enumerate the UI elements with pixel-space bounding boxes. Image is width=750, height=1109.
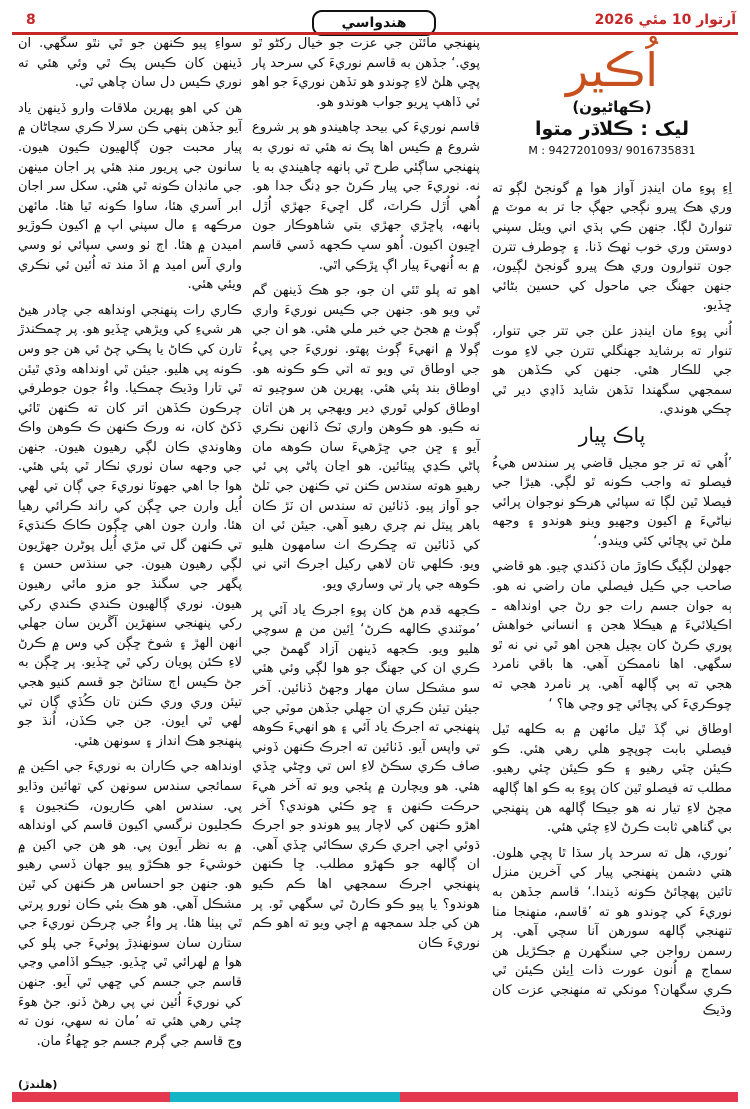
footer-segment [170,1092,400,1102]
continued-label: (هلندڙ) [18,1078,58,1091]
paragraph: اوطاق ني ڳڏ ٿيل مائهن ۾ به ڪلهه ٿيل فيصلي بابت چوپڇو هلي رهي هئي. ڪو ڪيئن چئي رهيو ۽ ڪو ڪيئن چئي رهيو. مطلب ته فيصلو ٿين کان پوءِ به ڪو اها ڳالهه مڃڻ لاءِ تيار نه هو جيڪا ڳالهه هن پنهنجي بي گناهي ثابت ڪرڻ لاءِ چئي هئي. [492,722,732,836]
column-right [492,38,732,1026]
paragraph: سواءِ پيو ڪنهن جو ٿي نٿو سگهي. ان ڏينهن کان ڪيس پڪ ٿي وئي هئي ته نوري ڪيس دل سان چاهي ٿي. [18,36,242,91]
paragraph: قاسم نوريءَ کي بيحد چاهيندو هو پر شروع شروع ۾ ڪيس اها پڪ نه هئي ته نوري به پنهنجي ساڳئي طرح ٿي ٻانهه چاهيندي به يا نه. نوريءَ جي پيار ڪرڻ جو ڍنگ جدا هو. اُهي اُڙل ڪراٽ، گل اڇيءَ جهڙي اُڙل ٻانهه، پاڇڙي جهڙي بتي شاهوڪار جون اڇيون اکيون. اُهو سڀ ڪجهه ڏسي قاسم ۾ به اُنهيءَ پيار اڳ ڀڙڪي اٿي. [252,120,480,273]
footer-bar [12,1092,738,1102]
paragraph: هن کي اهو پهرين ملاقات وارو ڏينهن ياد آيو جڏهن ٻنهي ڪن سرلا ڪري سڃاڻان ۾ پيار محبت جون ڳالهيون ڪيون هيون. سانون جي پريور منڊ هئي پر اجان مينهن جي مانڊان ڪونه ٿي هئي. سکل سر اجان ابر اَسري هئا، ساوا ڪونه ٿيا هئا. مائهن مرڪهه ۽ مال سپني اپ ۾ اکيون ڪوڙيو اميدن ۾ هئا. اڄ ٺو وسي سپائي ٺو وسي واري آس اميد ۾ اڏ مند ته اُئين ئي نڪري ويئي هئي. [18,100,242,293]
paragraph: اُني پوءِ مان اينڊز علن جي تتر جي تنوار، تنوار ته برشايد جهنگلي تترن جي لاءِ موت جي للڪار هئي. جنهن کي ڪڏهن هو سمجهي سگهندا تڏهن شايد ڏاڍي دير ٿي چڪي هوندي. [492,323,732,418]
paragraph: پنهنجي مائٽن جي عزت جو خيال رکڻو ٿو پوي.‘ جڏهن به قاسم نوريءَ کي سرحد پار پڇي هلڻ لاءِ چوندو هو تڏهن نوريءَ جو اهو ئي ڏاهپ ڀريو جواب هوندو هو. [252,36,480,110]
paragraph: اونداهه جي ڪاران به نوريءَ جي اڪين ۾ سمائجي سندس سونهن کي تهائين وڌايو پي. سندس اهي ڪاريون، ڪنجيون ۽ ڪجليون نرگسي اکيون قاسم کي اونداهه ۾ به نظر آيون پي. هو هن جي اکين ۾ خوشيءَ جو هڪڙو پيو جهان ڏسي رهيو هو. جنهن جو احساس هر ڪنهن کي ٿين مشڪل آهي. هو هڪ بئي ڪان ٺورو پرتي ٿي ٻيٺا هئا. پر واءُ جي چرڪن نوريءَ جي ستارن سان سونهنڊڙ پوئيءَ جي پلو کي هوا ۾ لهرائي ٿي ڇڏيو. جيڪو اڏامي وڃي قاسم جي جسم کي ڇهي ٿي آيو. جنهن کي نوريءَ اُئين ني پي رهڻ ڏنو. جڻ هوءَ چئي رهي هئي ته ’مان نه سهي، نون ته وڃ قاسم جي ڳرم جسم جو ڇهاءُ مان. [18,759,242,1049]
paragraph: ڪاري رات پنهنجي اونداهه جي چادر هيڻ هر شيءِ کي ويڙهي ڇڏيو هو. پر چمڪندڙ تارن کي ڪاڻ يا پڪي چڻ ئي هن جو وس ڪونه پي هليو. جيئن ٿي اونداهه وڌي ٿيئن ٿي تارا وڌيڪ چمڪيا. واءُ جون جوطرفي چرڪون ڪڏهن اتر کان ته ڪنهن ٿائي ڏکڻ کان، نه ورڪ ڪنهن ڪ ڪوهن واڪ وهاوندي ڪان لڳي رهيون هيون. جنهن جي وجهه سان ٺوري ٺڪار ٿي پئي هئي. هوا جا اهي جهوٽا نوريءَ جي ڳان تي لهي اُيل وارن جي ڇڳن کي راند ڪرائي رهيا هئا. وارن جون اهي ڇڳون ڪاڪ ڪنڌيءَ تي ڪنهن گل تي مڙي اُيل پوڻرن جهڙيون لڳي رهيون هيون. جي سنڌس حسن ۽ پگهر جي سگنڌ جو مزو مائي رهيون هيون. نوري ڳالهيون ڪندي ڪندي رکي رکي پنهنجي سنهڙين آڱرين سان جهلي انهن الهڙ ۽ شوخ ڇڳن کي وس ۾ ڪرڻ لاءِ ڪئن پويان رکي ٿي ڇڏيو. پر ڇڳن به جڻ ڪيس اڄ ستائڻ جو قسم کنيو هجي تيئن وري وري ڪنن تان ڪُڏي ڳان تي لهي ٿي ايون. جن جي ڪڏن، اُنڌ جو پنهنجو هڪ انداز ۽ سونهن هئي. [18,302,242,749]
newspaper-masthead: هندواسي [312,10,436,36]
paragraph: ڪجهه قدم هڻ کان پوءِ اجرڪ ياد آئي پر ’موٽندي ڪالهه ڪرڻ‘ اِئين من ۾ سوچي هليو ويو. ڪجهه ڏينهن آزاد گهمڻ جي ڪري ان کي جهنگ جو هوا لڳي وئي هئي سو مشڪل سان مهار وجهڻ ڏنائين. آخر جيئن تيئن ڪري ان جهلي جڏهن موٽي جي پنهنجي ته اجرڪ ياد آئي ۽ هو انهيءَ ڪوهه تي واپس آيو. ڏٺائين ته اجرڪ ڪنهن ڏوني صاف ڪري سڪڻ لاءِ اس تي وڇڻي ڇڏي هئي. هو ويچارن ۾ پئجي ويو ته آخر هيءَ حرڪت ڪنهن ۽ ڇو ڪئي هوندي؟ آخر اهڙو ڪنهن کي لاچار پيو هوندو جو اجرڪ ڌوئي اچي اجري ڪري سڪائي ڇڏي آهي. ان ڳالهه جو ڪهڙو مطلب. ڇا ڪنهن پنهنجي اجرڪ سمجهي اها ڪم ڪيو هوندو؟ يا پيو ڪو ڪارڻ ٿي سگهي ٿو. پر هن کي جلد سمجهه ۾ اچي ويو ته اهو ڪم نوريءَ ڪان [252,602,480,951]
story-title: اُڪير [566,43,658,97]
author-phone: M : 9427201093/ 9016735831 [528,144,696,158]
paragraph: اِءِ پوءِ مان اينڊز آواز هوا ۾ گونجڻ لڳو ته وري هڪ پيرو نڳجي جهڳ جا تر به موٽ ۾ تنوارڻ لڳا. جنهن ڪي ٻڌي اني ويئل سپني دوستن وري خوب ٺهڪ ڏنا. ۽ چوطرف تترن جون تنوارون وري هڪ پيرو گونجڻ لڳيون، جنهن جهنگ جي ماحول کي حسين بڻائي ڇڏيو. [492,180,732,314]
section-heading: پاڪ پيار [578,422,646,447]
page-number: 8 [26,12,36,28]
column-middle [252,34,480,959]
column-left [18,34,242,1057]
paragraph: جهولن لڳيگ ڪاوڙ مان ڏکندي چيو. هو قاضي صاحب جي ڪيل فيصلي مان راضي نه هو. ٻه جوان جسم رات جو رڻ جي اونداهه ـ اڪيلائيءَ ۾ هيڪلا هجن ۽ انساني خواهش پوري ڪرڻ کان بچيل هجن اهو ٿي ني نه ٿو سگهي. اها ناممڪن آهي. ها باقي نامرد هجي ته ٻي ڳالهه آهي. پر نامرد هجي ته چوڪريءَ کي پڇائي ڇو وڃي ها؟ ‘ [492,559,732,712]
paragraph: ’اُهي ته تر جو مجيل قاضي پر سندس هيءُ فيصلو ته واجب ڪونه ٿو لڳي. هيڙا جي فيصلا ٿين لڳا ته سپائي هرڪو نوجوان پرائي نياڻيءَ ۾ اکيون وجهيو وينو هوندو ۽ وجهه ملڻ تي پڇائي کئي ويندو.‘ [492,455,732,549]
footer-segment [12,1092,170,1102]
story-author: ليک : ڪلاڌر متوا [535,117,689,140]
paragraph: ’نوري، هل ته سرحد پار سڌا ٿا پڇي هلون. هتي دشمن پنهنجي پيار کي آخرين منزل تائين پهچائڻ ڪونه ڏيندا.‘ قاسم جڏهن به نوريءَ کي چوندو هو ته ’قاسم، منهنجا منا تنهنجي ڳالهه سورهن آنا سچي آهي. پر رسمن رواجن جي سنگهرن ۾ جڪڙيل هن سماج ۾ اُنون عورت ذات اِيئن ڪيئن ٿي ڪري سگهان؟ مونکي ته منهنجي عزت کان وڌيڪ [492,845,732,1018]
footer-segment [400,1092,738,1102]
paragraph: اهو ته پلو ٿئي ان جو، جو هڪ ڏينهن گم ٿي ويو هو. جنهن جي ڪيس نوريءَ واري ڳوٺ ۾ هجڻ جي خبر ملي هئي. هو ان جي ڳولا ۾ انهيءَ ڳوٺ پهتو. نوريءَ جي پيءُ جي اوطاق تي ويو ته اتي ڪو ڪونه هو. اوطاق بند پئي هئي. پهرين هن سوچيو ته اوطاق کولي ٿوري دير ويهجي پر هن اتان نه ڪيو. هو ڪوهن واري ٽڪ ڏانهن نڪري آيو ۽ ڇن جي ڇڙهيءَ سان ڪوهه مان پاڻي ڪڍي پيئائين. هو اڃان پاڻي پي ئي رهيو هوته سندس ڪنن تي ڪنهن جي ٽلڻ جو آواز پيو. ڏٺائين ته سندس ان ٽڙ ڪان باهر پيتل نم چري رهيو آهي. جيئن ئي ان کي ڏٺائين ته ڇڪرڪ اٺ سامهون هليو ويو. ڪلهي تان لاهي رکيل اجرڪ اتي ني ڪوهه جي پار تي وساري ويو. [252,283,480,593]
page-header [12,10,738,36]
story-genre: (ڪهاڻيون) [572,98,652,116]
issue-date: آرتوار 10 مئي 2026 [594,12,736,28]
